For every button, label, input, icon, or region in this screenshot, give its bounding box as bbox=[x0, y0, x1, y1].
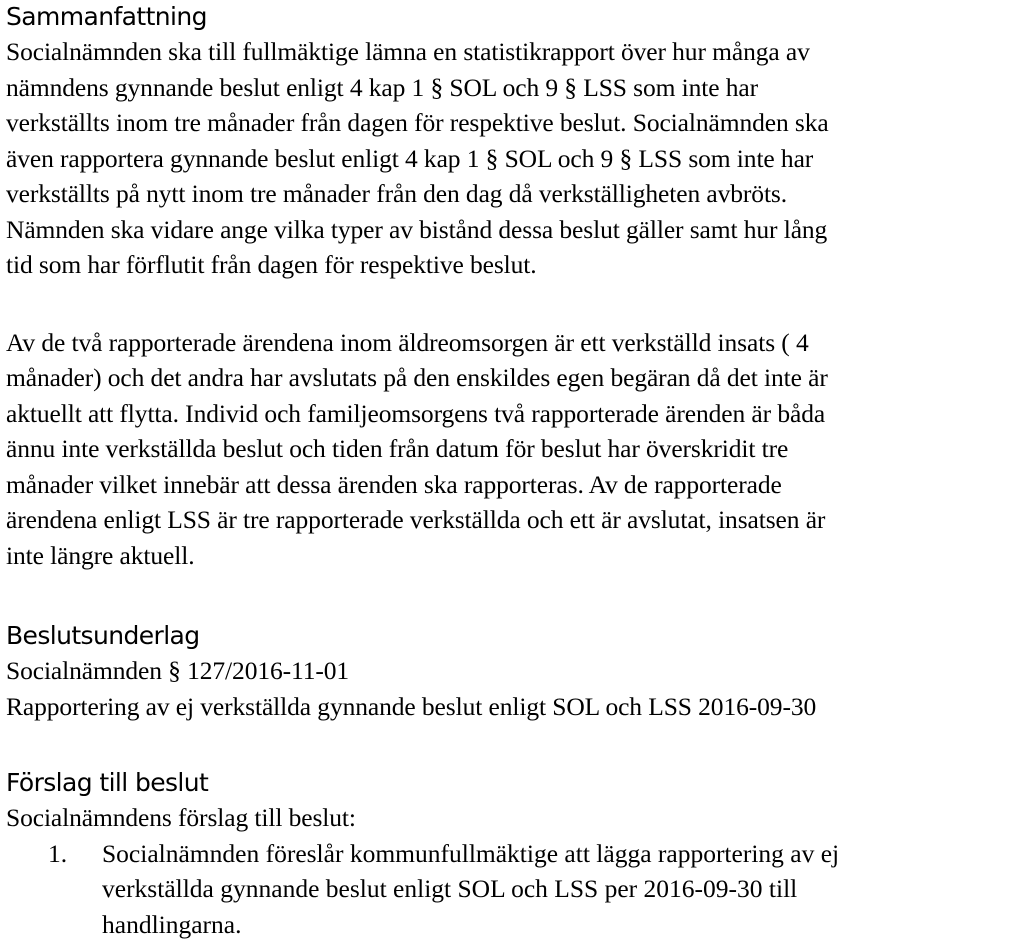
text-line: månader) och det andra har avslutats på den enskildes egen begäran då det inte är bbox=[6, 363, 828, 392]
spacer bbox=[6, 283, 1020, 325]
text-line: månader vilket innebär att dessa ärenden ska rapporteras. Av de rapporterade bbox=[6, 469, 782, 499]
text-line: även rapportera gynnande beslut enligt 4 kap 1 § SOL och 9 § LSS som inte har bbox=[6, 143, 814, 173]
spacer bbox=[6, 724, 1020, 766]
text-line: verkställts inom tre månader från dagen för respektive beslut. Socialnämnden ska bbox=[6, 108, 829, 137]
text-line: tid som har förflutit från dagen för respektive beslut. bbox=[6, 250, 537, 279]
document-page bbox=[6, 0, 1020, 942]
text-line: aktuellt att flytta. Individ och familjeomsorgens två rapporterade ärenden är båda bbox=[6, 398, 826, 428]
heading-beslutsunderlag: Beslutsunderlag bbox=[6, 621, 200, 650]
text-line: Socialnämndens förslag till beslut: bbox=[6, 803, 356, 832]
decision-basis bbox=[6, 653, 1020, 724]
text-line: Rapportering av ej verkställda gynnande beslut enligt SOL och LSS 2016-09-30 bbox=[6, 691, 817, 721]
text-line: verkställts på nytt inom tre månader från den dag då verkställigheten avbröts. bbox=[6, 179, 788, 208]
summary-paragraph-1 bbox=[6, 34, 1020, 283]
summary-paragraph-2 bbox=[6, 325, 1020, 574]
text-line: handlingarna. bbox=[102, 909, 242, 939]
heading-forslag-till-beslut: Förslag till beslut bbox=[6, 768, 209, 797]
text-line: Nämnden ska vidare ange vilka typer av bistånd dessa beslut gäller samt hur lång bbox=[6, 214, 828, 244]
text-line: Socialnämnden § 127/2016-11-01 bbox=[6, 656, 350, 685]
text-line: inte längre aktuell. bbox=[6, 540, 195, 570]
text-line: nämndens gynnande beslut enligt 4 kap 1 § SOL och 9 § LSS som inte har bbox=[6, 72, 758, 102]
text-line: verkställda gynnande beslut enligt SOL och LSS per 2016-09-30 till bbox=[102, 874, 798, 903]
spacer bbox=[6, 573, 1020, 619]
text-line: Socialnämnden ska till fullmäktige lämna en statistikrapport över hur många av bbox=[6, 37, 810, 66]
list-item bbox=[6, 836, 1020, 942]
text-line: Av de två rapporterade ärendena inom äldreomsorgen är ett verkställd insats ( 4 bbox=[6, 327, 809, 357]
text-line: ärendena enligt LSS är tre rapporterade verkställda och ett är avslutat, insatsen är bbox=[6, 505, 826, 534]
proposal-intro bbox=[6, 800, 1020, 836]
proposal-list bbox=[6, 836, 1020, 942]
list-item-number: 1. bbox=[48, 838, 68, 868]
text-line: ännu inte verkställda beslut och tiden från datum för beslut har överskridit tre bbox=[6, 434, 789, 463]
text-line: Socialnämnden föreslår kommunfullmäktige att lägga rapportering av ej bbox=[102, 838, 840, 868]
heading-sammanfattning: Sammanfattning bbox=[6, 2, 207, 31]
